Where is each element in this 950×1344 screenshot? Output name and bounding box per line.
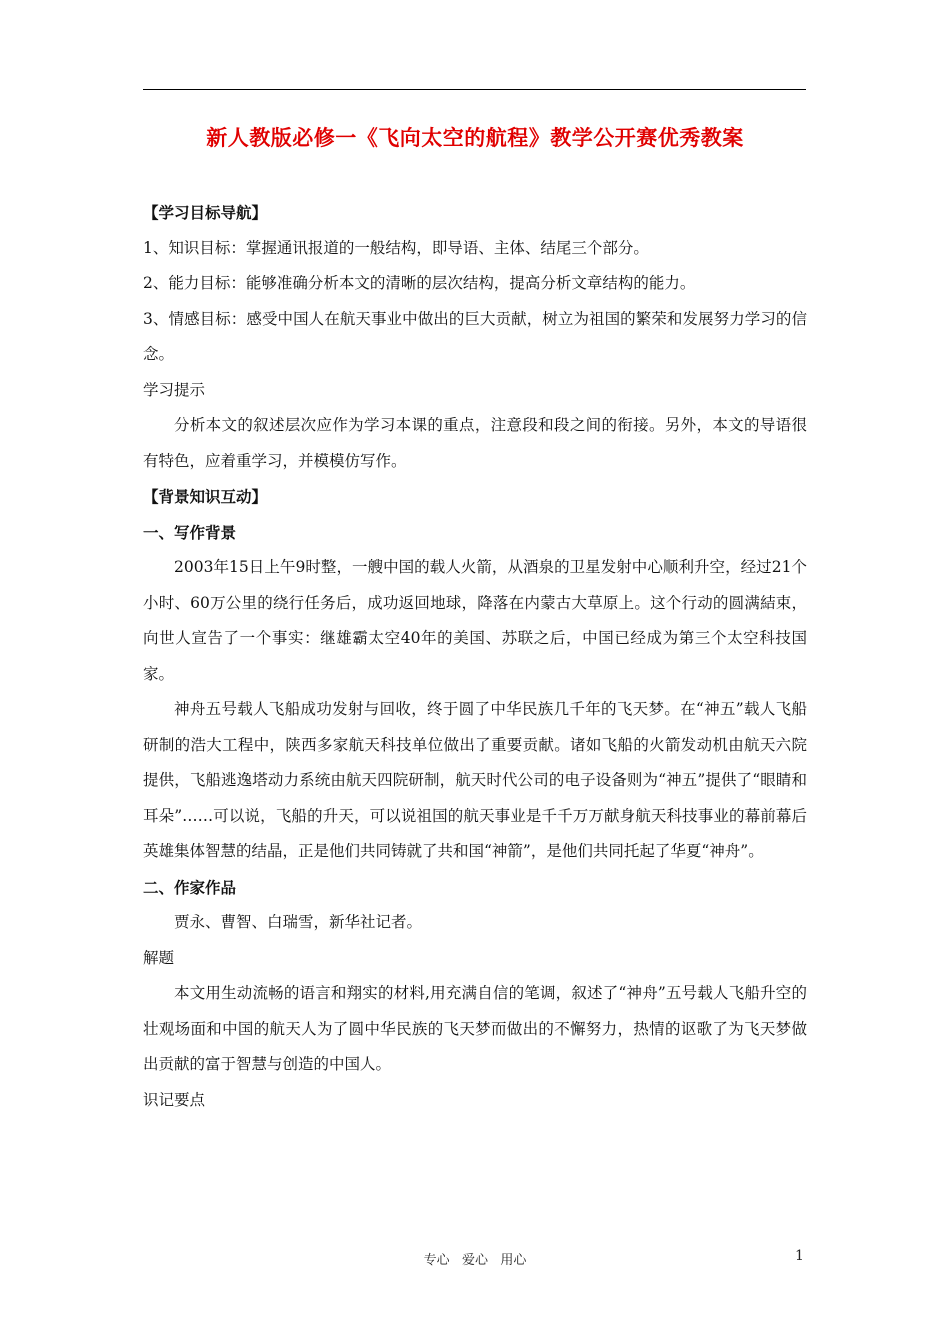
- document-body: [143, 195, 807, 1118]
- learning-goals-heading: 【学习目标导航】: [143, 203, 268, 222]
- goal-ability: 2、能力目标：能够准确分析本文的清晰的层次结构，提高分析文章结构的能力。: [143, 274, 696, 292]
- learning-tips-paragraph: 分析本文的叙述层次应作为学习本课的重点，注意段和段之间的衔接。另外，本文的导语很有特色，应着重学习，并模模仿写作。: [143, 416, 807, 470]
- explanation-paragraph: 本文用生动流畅的语言和翔实的材料,用充满自信的笔调，叙述了“神舟”五号载人飞船升空的壮观场面和中国的航天人为了圆中华民族的飞天梦而做出的不懈努力，热情的讴歌了为飞天梦做出贡献的富于智慧与创造的中国人。: [143, 984, 807, 1073]
- footer-motto: 专心 爱心 用心: [423, 1253, 527, 1268]
- page-number: 1: [795, 1248, 804, 1264]
- memorize-points-heading: 识记要点: [143, 1090, 206, 1109]
- writing-background-heading: 一、写作背景: [143, 522, 237, 542]
- writing-background-paragraph-2: 神舟五号载人飞船成功发射与回收，终于圆了中华民族几千年的飞天梦。在“神五”载人飞船研制的浩大工程中，陕西多家航天科技单位做出了重要贡献。诸如飞船的火箭发动机由航天六院提供，飞船逃逸塔动力系统由航天四院研制，航天时代公司的电子设备则为“神五”提供了“眼睛和耳朵”……可以说，飞船的升天，可以说祖国的航天事业是千千万万献身航天科技事业的幕前幕后英雄集体智慧的结晶，正是他们共同铸就了共和国“神箭”，是他们共同托起了华夏“神舟”。: [143, 700, 807, 860]
- background-heading: 【背景知识互动】: [143, 487, 268, 506]
- header-rule: [143, 89, 806, 90]
- learning-tips-heading: 学习提示: [143, 380, 206, 399]
- explanation-heading: 解题: [143, 948, 175, 967]
- goal-knowledge: 1、知识目标：掌握通讯报道的一般结构，即导语、主体、结尾三个部分。: [143, 238, 649, 257]
- goal-emotion: 3、情感目标：感受中国人在航天事业中做出的巨大贡献，树立为祖国的繁荣和发展努力学习的信念。: [143, 309, 807, 363]
- document-title: 新人教版必修一《飞向太空的航程》教学公开赛优秀教案: [206, 125, 744, 150]
- writing-background-paragraph-1: 2003年15日上午9时整，一艘中国的载人火箭，从酒泉的卫星发射中心顺利升空，经过21个小时、60万公里的绕行任务后，成功返回地球，降落在内蒙古大草原上。这个行动的圆满結束，向世人宣告了一个事实：继雄霸太空40年的美国、苏联之后，中国已经成为第三个太空科技国家。: [143, 558, 807, 683]
- authors-paragraph: 贾永、曹智、白瑞雪，新华社记者。: [174, 913, 423, 931]
- authors-heading: 二、作家作品: [143, 877, 237, 897]
